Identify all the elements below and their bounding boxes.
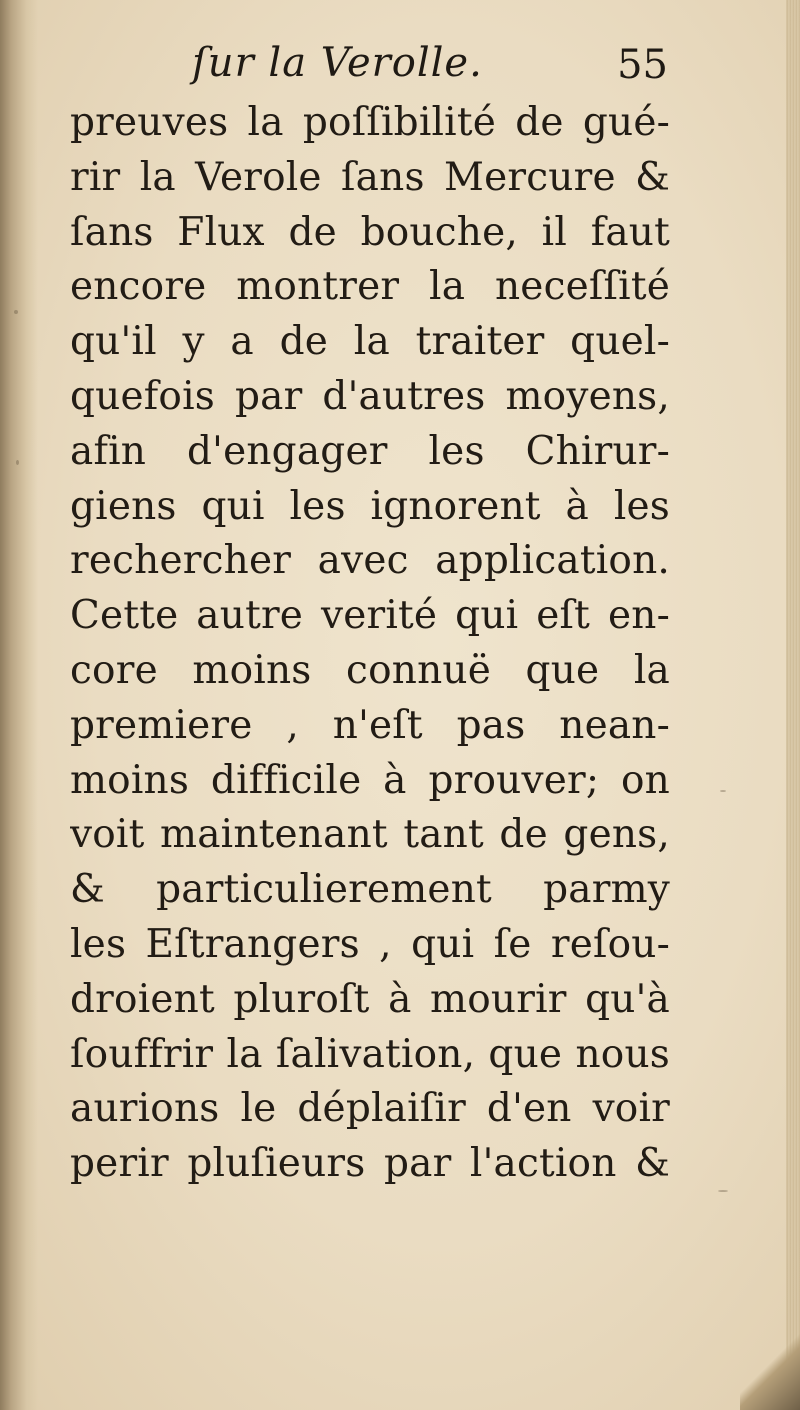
text-line: afin d'engager les Chirur- <box>70 428 670 474</box>
text-line: & particulierement parmy <box>70 867 670 913</box>
text-line: moins difficile à prouver; on <box>70 757 670 803</box>
ink-speck <box>718 1190 728 1192</box>
ink-speck <box>14 310 18 314</box>
text-line: perir pluſieurs par l'action & <box>70 1141 670 1187</box>
page-number: 55 <box>617 42 668 88</box>
text-line: preuves la poſſibilité de gué- <box>70 100 670 145</box>
text-line: quefois par d'autres moyens, <box>70 373 670 419</box>
text-line: encore montrer la neceſſité <box>70 264 670 310</box>
body-text <box>70 96 670 1192</box>
text-line: voit maintenant tant de gens, <box>70 812 670 858</box>
text-line: giens qui les ignorent à les <box>70 483 670 529</box>
text-line: qu'il y a de la traiter quel- <box>70 319 670 365</box>
text-line: rechercher avec application. <box>70 538 670 584</box>
ink-speck <box>720 790 726 792</box>
text-line: rir la Verole ſans Mercure & <box>70 154 670 200</box>
text-line: core moins connuë que la <box>70 647 670 693</box>
text-line: droient pluroſt à mourir qu'à <box>70 976 670 1022</box>
text-line: ſans Flux de bouche, il faut <box>70 209 670 255</box>
page-edge <box>786 0 800 1410</box>
text-line: Cette autre verité qui eſt en- <box>70 593 670 639</box>
text-line: premiere , n'eſt pas nean- <box>70 702 670 748</box>
running-title: ſur la Verolle. <box>192 40 483 86</box>
text-line: les Eſtrangers , qui ſe reſou- <box>70 921 670 967</box>
text-line: ſouffrir la ſalivation, que nous <box>70 1031 670 1077</box>
ink-speck <box>16 460 19 465</box>
page-header <box>72 40 672 100</box>
binding-gutter <box>0 0 38 1410</box>
folded-corner <box>740 1330 800 1410</box>
text-line: aurions le déplaiſir d'en voir <box>70 1086 670 1132</box>
